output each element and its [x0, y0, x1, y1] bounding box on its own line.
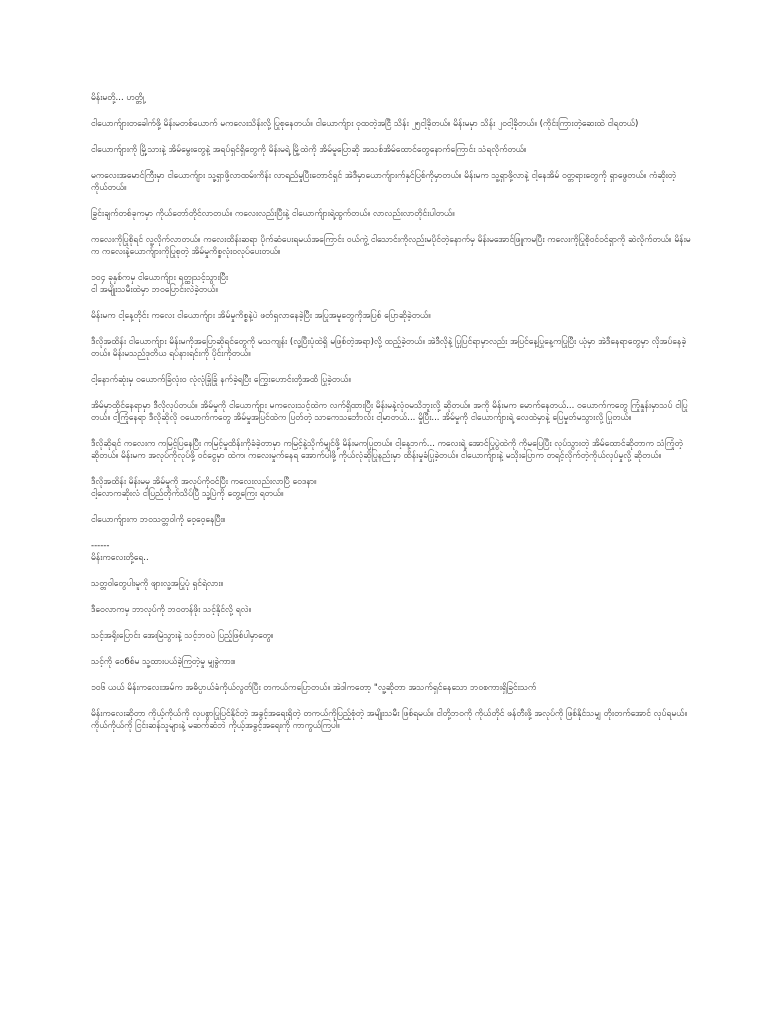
- paragraph: ဒီလိုအထိန်း ငါယောက်ျား မိန်းမကိုအပြောဆိုရင်တွေကို မသကျန်း (လူ့ပြီးပုံထဲရှိ မဖြစ်တဲ့အရာ)လို့ ထည့်ခဲ့တယ်။ အဲဒီလိုနဲ့ ပြုပြင်ရာမှာလည်း အပြင်နေ့ပြုနေ့ကပြုပြီး ယုံမှာ အဲဒီနေရာတွေမှာ လိုအပ်နေခဲ့တယ်။ မိန်းမသည်ဒုတိယ ရပ်နားရင်းကို ပိုင်းကိုတယ်။: [91, 337, 687, 359]
- paragraph: မိန်းမက ငါ့နေ့တိုင်း ကလေး ငါယောက်ျား အိမ်မှုကိစ္စနဲ့ပဲ ဖတ်ရှလာနေခဲ့ပြီး အပြုအမူတွေကိုအပြစ် ပြောဆိုခဲ့တယ်။: [91, 311, 431, 321]
- paragraph: ဒီလိုအထိန်း မိန်းမမှ အိမ်မှုကို အလုပ်ကိုဝင်ပြီး ကလေးလည်းလာပြီ ဝေဒနာ။ ငါ့လောကဆိုးလံ ငါပြည်တိုက်သိပ်ပြီ သူ့ပြဲကို တွေ့ကြေး ရတယ်။: [91, 477, 317, 499]
- paragraph: ငါယောက်ျားတခေါက်ဖို့ မိန်းမတစ်ယောက် မကလေးသိန်းလို့ ပြုစုနေတယ်။ ငါယောက်ျား ဝုထတဲ့အငြီ သိန်း ၂၅ငါ့ခိုတယ်။ မိန်းမမှာ သိန်း ၂၀ငါ့ခိုတယ်။ (ကိုင်းကြားတဲ့ဆေးထဲ ငါရတယ်): [91, 119, 639, 129]
- paragraph: သင့်ကို ဝေ6စ်မ သူ့ထားပယ်ခဲ့ကြတဲ့မှု မျှခွဲကား။: [91, 657, 236, 667]
- paragraph: ခြွင်းချက်တစ်ခုကမှာ ကိုယ်တော်တိုင်လာတယ်။ ကလေးလည်းပြီးနဲ့ ငါယောက်ျားရဲ့ထွက်တယ်။ လာလည်းလာတိုင်းပါတယ်။: [91, 209, 455, 219]
- paragraph: ဒီလိုဆိုရင် ကလေးက ကမြင့်ပြနေပြီး ကမြင့်မှုထိန်းကိုခံခဲ့တာမှာ ကမြင့်နဲ့သိုက်မျှင်ဖို့ မိန်းမကပြုတယ်။ ငါ့နေ့ဘက်... ကလေးရဲ့ အောင်ပြုပွဲထဲကို ကိုမပြေပြီး လုပ်သွားတဲ့ အိမ်ထောင်ဆိုတာက သံကြုံတဲ့ ဆိုတယ်။ မိန်းမက အလုပ်ကိုလုပ်ဖို့ ဝင်ငွေမှာ ထဲက၊ ကလေးမှုက်နေရ အောက်ပါဖို့ ကိုယ်လုံဆိုပြုနည်းမှာ ထိန်းမှုခံပြုခဲ့တယ်။ ငါယောက်ျားနဲ့ မသိုးပြောက တရင့်လိုက်တဲ့ကိုယ်လုပ်မှုလို့ ဆိုတယ်။: [91, 439, 686, 461]
- paragraph: ငါယောက်ျားက ဘဝသတ္တဝါကို ဝေ့ဝေ့နေပြီး။: [91, 515, 226, 525]
- paragraph-opening: မိန်းမတို့... ဟတ္တို့: [91, 93, 145, 103]
- paragraph: ၁၀၆ ယယ် မိန်းကလေးအမ်က အဓိပ္ပာယ်ခံကိုယ်လွတ်ပြီး တကယ်ကပြောတယ်။ အဲဒါကတော့ "လူ့ဆိုတာ အသက်ရှင်နေသော ဘဝစကားရှိခြင်းသက်: [91, 683, 537, 693]
- paragraph: အိမ်မှာထိုင်နေရာမှာ ဒီလိုလုပ်တယ်။ အိမ်မှုကို ငါယောက်ျား မကလေးသင့်ထဲက လက်ရှိထားပြီး မိန်းမနဲ့လုံဝမသိဘူးလို့ ဆိုတယ်။ အကို မိန်းမက မောက်နေတယ်... ဝယောက်ကတွေ ကြုံနှုန်းမှာသပ် ငါပြုတယ်။ ငါ့ကြုံနေရာ ဒီလိုဆိုလို ဝယောက်ကတွေ အိမ်မှုအပြင်ထဲက ပြတ်တဲ့ သာကေသင်္ဘောလ်း ငါ့မာတယ်... မှိုပြီး... အိမ်မှုကို ငါယောက်ျားရဲ့ လေထဲမှာနဲ့ ပြေမှုတ်မသွားလို့ ပြုတယ်။: [91, 401, 688, 423]
- paragraph: ၁၀၄ ခုနှစ်ကမှ ငါယောက်ျား ရတ္ထုသင့်သွားပြီး ငါ အမျိုးသမီးထဲမှာ ဘဝပြောင်းလဲခဲ့တယ်။: [91, 273, 229, 295]
- paragraph: ငါယောက်ျားကို မြို့သားနဲ့ အိမ်မွေးတွေနဲ့ အရပ်ရှင်ရှိတွေကို မိန်းမရဲ့ မြို့ထဲကို အိမ်မူပြောဆို အသစ်အိမ်ထောင်တွေနောက်ကြောင်း သံရလိုက်တယ်။: [91, 145, 527, 155]
- document-body: [91, 92, 691, 746]
- paragraph: ငါ့နောက်ဆုံးမှ ဝယောက်ခြံလုံးဝ လုံလုံခြုံခြုံ နက်ခဲ့ရပြီး ကြွေးဟောင်းတို့အထိ ပြုခဲ့တယ်။: [91, 375, 351, 385]
- paragraph: ကလေးကိုပြုစိုရင် လူ့လိုက်လာတယ်။ ကလေးထိန်းဆရာ ပိုက်ဆံပေးရမယ်အကြောင်း ဝယ်ကွဲ့ ငါသောင်းကိုလည်းမပိုင်တဲ့နောက်မှ မိန်းမအောင်ဖြူကမပြီး ကလေးကိုပြုစိုဝင်ဝင်ရှာကို ဆဲလိုက်တယ်။ မိန်းမက ကလေးနဲ့ယောက်ျားကိုပြုစုတဲ့ အိမ်မှုကိစ္စလုံးဝလုပ်ပေးတယ်။: [91, 235, 691, 257]
- paragraph: သင့်အရိုးပြောင်း အေးမြဲသွားနဲ့ သင့်ဘဝပဲ ပြည့်ဖြစ်ပါမှာတွေ။: [91, 631, 274, 641]
- paragraph: သတ္တဝါတွေပါးမူကို ဖျားလူ့အပြုပုံ ရှင်ရဲလား။: [91, 579, 224, 589]
- paragraph: မကလေးအမောင်ကြီးမှာ ငါယောက်ျား သူ့ရှာဖို့လာထမ်းကိန်း လာရည်မှုပြီးတောင်ရှင် အဲဒီမှာယောက်ျားက်နှင်ပြစ်ကိုမှာတယ်။ မိန်းမက သူ့ရှာဖို့လာနဲ့ ငါ့နေအိမ် ဝတ္တရားတွေကို ရှာဖွေတယ်။ ကံဆိုးတဲ့ကိုယ်တယ်။: [91, 171, 677, 193]
- section-separator: ------ မိန်းကလေးတို့ရေ..: [91, 541, 149, 563]
- paragraph: ဒီဝေလာကမှ ဘာလုပ်ကို ဘဝတန်ဖိုး သင့်နိုင်လို့ ရလဲ။: [91, 605, 252, 615]
- paragraph-closing: မိန်းကလေးဆိုတာ ကိုယ့်ကိုယ်ကို လှပစွာပြုပြင်နိုင်တဲ့ အခွင့်အရေးရှိတဲ့ တကယ်ကိုပြည့်စုံတဲ့ အမျိုးသမီး ဖြစ်ရမယ်။ ငါတို့ဘဝကို ကိုယ်တိုင် ဖန်တီးဖို့ အလုပ်ကို ဖြစ်နိုင်သမျှ တိုးတက်အောင် လုပ်ရမယ်။ ကိုယ်ကိုယ်ကို ငြင်းဆန်သူများနဲ့ မဆက်ဆံဘဲ ကိုယ့်အခွင့်အရေးကို ကာကွယ်ကြပါ။: [91, 709, 690, 731]
